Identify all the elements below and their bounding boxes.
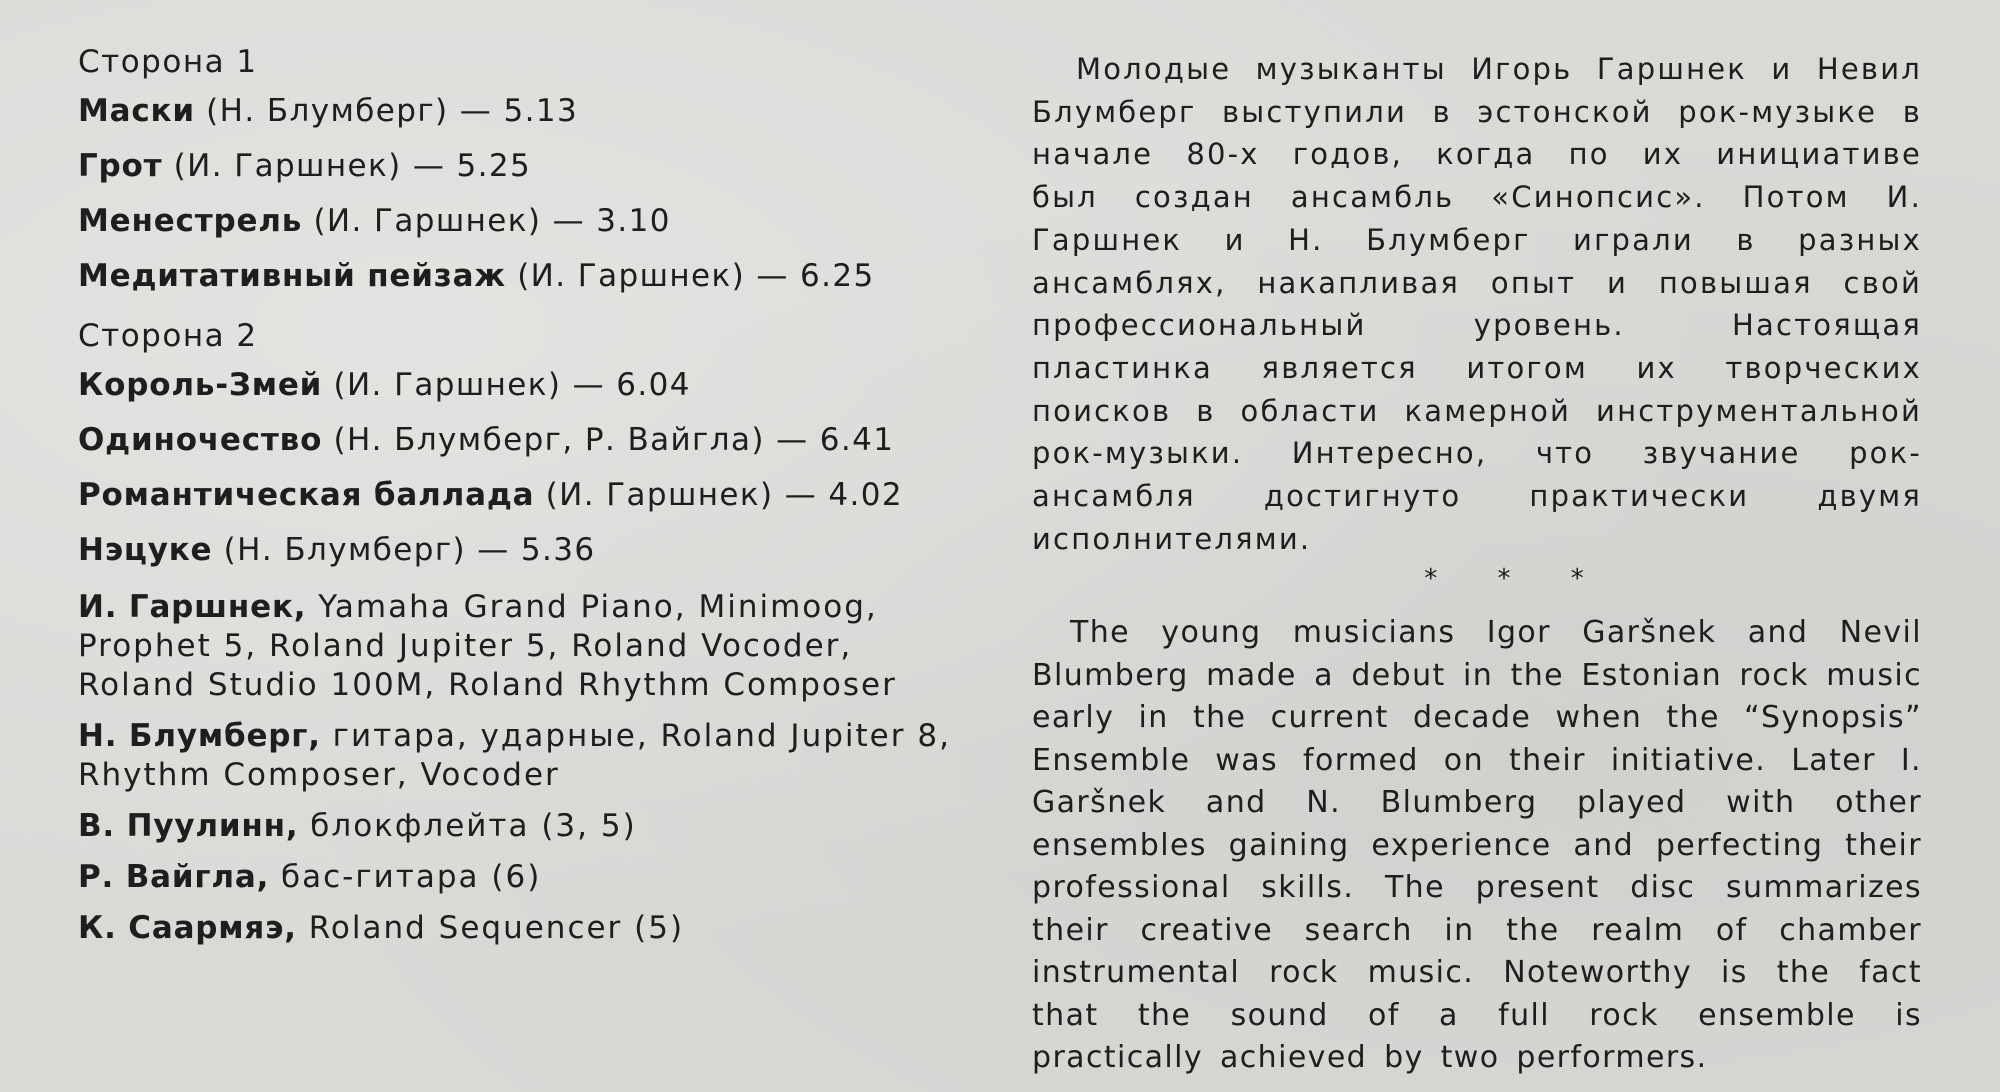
track-detail: (И. Гаршнек) — 6.25 bbox=[505, 258, 875, 294]
performer-instruments: Roland Sequencer (5) bbox=[296, 910, 685, 946]
credit-item bbox=[78, 807, 958, 846]
performer-name: К. Саармяэ, bbox=[78, 910, 297, 946]
track-title: Маски bbox=[78, 93, 195, 129]
credit-item bbox=[78, 588, 958, 705]
track-item bbox=[78, 249, 958, 304]
track-title: Медитативный пейзаж bbox=[78, 258, 506, 294]
annotation-russian: Молодые музыканты Игорь Гаршнек и Невил Блумберг выступили в эстонской рок-музыке в начале 80-х годов, когда по их инициативе был создан ансамбль «Синопсис». Потом И. Гаршнек и Н. Блумберг играли в разных ансамблях, накапливая опыт и повышая свой профессиональный уровень. Настоящая пластинка является итогом их творческих поисков в области камерной инструментальной рок-музыки. Интересно, что звучание рок-ансамбля достигнуто практически двумя исполнителями. bbox=[1032, 52, 1922, 556]
performer-instruments: Yamaha Grand Piano, Minimoog, Prophet 5, Roland Jupiter 5, Roland Vocoder, Roland Studio 100M, Roland Rhythm Composer bbox=[78, 589, 897, 703]
performer-name: В. Пуулинн, bbox=[78, 808, 299, 844]
track-item bbox=[78, 139, 958, 194]
credit-item bbox=[78, 858, 958, 897]
annotation-column bbox=[1032, 48, 1922, 1080]
credit-item bbox=[78, 717, 958, 795]
performer-instruments: блокфлейта (3, 5) bbox=[298, 808, 637, 844]
performer-instruments: бас-гитара (6) bbox=[269, 859, 542, 895]
track-title: Романтическая баллада bbox=[78, 477, 535, 513]
track-title: Грот bbox=[78, 148, 163, 184]
track-detail: (И. Гаршнек) — 6.04 bbox=[322, 367, 691, 403]
track-title: Король-Змей bbox=[78, 367, 323, 403]
track-item bbox=[78, 413, 958, 468]
performer-name: Н. Блумберг, bbox=[78, 718, 321, 754]
side-2-section bbox=[78, 314, 958, 578]
track-item bbox=[78, 194, 958, 249]
credit-item bbox=[78, 909, 958, 948]
performer-instruments: гитара, ударные, Roland Jupiter 8, Rhythm Composer, Vocoder bbox=[78, 718, 951, 793]
performer-credits bbox=[78, 588, 958, 948]
track-title: Менестрель bbox=[78, 203, 303, 239]
track-item bbox=[78, 358, 958, 413]
section-separator: * * * bbox=[1424, 564, 1610, 595]
tracklist-column bbox=[78, 40, 958, 960]
performer-name: И. Гаршнек, bbox=[78, 589, 307, 625]
track-detail: (Н. Блумберг) — 5.36 bbox=[212, 532, 596, 568]
track-detail: (И. Гаршнек) — 3.10 bbox=[302, 203, 671, 239]
track-title: Одиночество bbox=[78, 422, 323, 458]
side-1-heading: Сторона 1 bbox=[78, 44, 258, 80]
performer-name: Р. Вайгла, bbox=[78, 859, 270, 895]
annotation-english: The young musicians Igor Garšnek and Nevil Blumberg made a debut in the Estonian rock music early in the current decade when the “Synopsis” Ensemble was formed on their initiative. Later I. Garšnek and N. Blumberg played with other ensembles gaining experience and perfecting their professional skills. The present disc summarizes their creative search in the realm of chamber instrumental rock music. Noteworthy is the fact that the sound of a full rock ensemble is practically achieved by two performers. bbox=[1032, 615, 1922, 1076]
side-1-section bbox=[78, 40, 958, 304]
track-detail: (И. Гаршнек) — 5.25 bbox=[162, 148, 532, 184]
track-detail: (Н. Блумберг) — 5.13 bbox=[194, 93, 579, 129]
track-item bbox=[78, 84, 958, 139]
track-detail: (И. Гаршнек) — 4.02 bbox=[534, 477, 904, 513]
side-2-heading: Сторона 2 bbox=[78, 318, 258, 354]
track-item bbox=[78, 523, 958, 578]
track-detail: (Н. Блумберг, Р. Вайгла) — 6.41 bbox=[322, 422, 895, 458]
track-item bbox=[78, 468, 958, 523]
track-title: Нэцуке bbox=[78, 532, 213, 568]
